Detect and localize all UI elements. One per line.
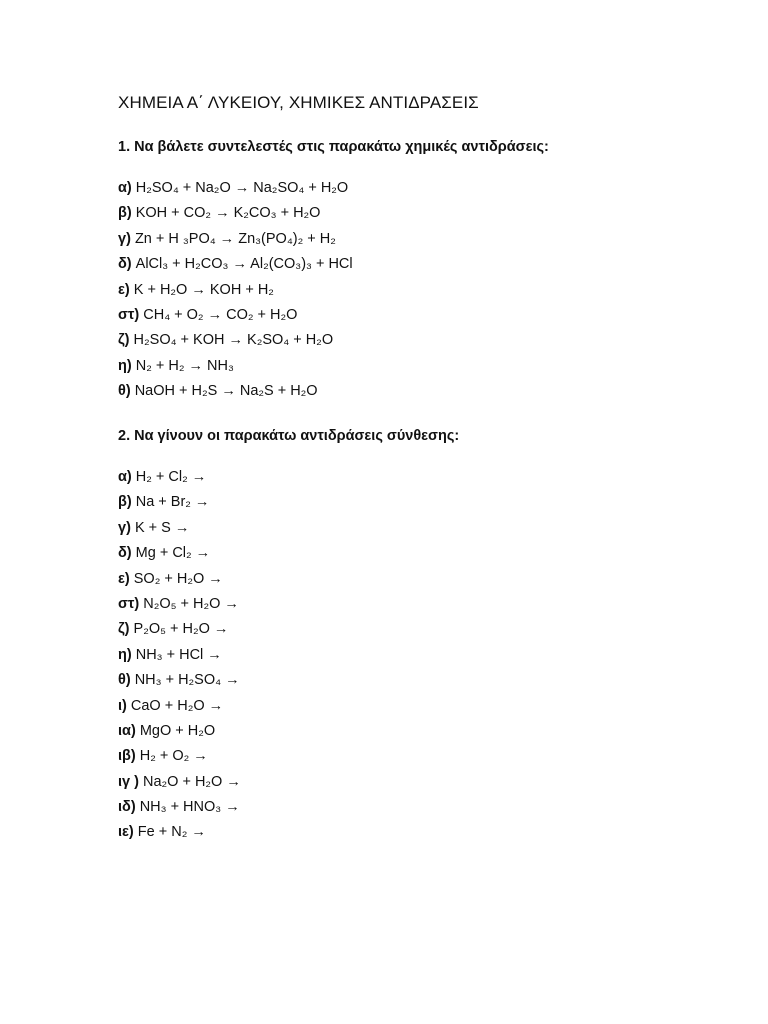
item-label: α) <box>118 180 132 196</box>
item-label: α) <box>118 469 132 485</box>
list-item <box>118 252 353 277</box>
chemical-equation: H₂SO₄ + Na₂O → Na₂SO₄ + H₂O <box>135 180 349 196</box>
item-label: ε) <box>118 570 130 587</box>
list-item <box>118 227 353 252</box>
section-2-list <box>118 465 241 846</box>
chemical-equation: N₂O₅ + H₂O → <box>143 595 239 612</box>
section-1-heading: 1. Να βάλετε συντελεστές στις παρακάτω χημικές αντιδράσεις: <box>118 139 549 155</box>
list-item <box>118 379 353 404</box>
chemical-equation: NH₃ + HNO₃ → <box>139 799 240 816</box>
item-label: ι) <box>118 697 127 714</box>
list-item <box>118 820 241 845</box>
item-label: ιβ) <box>118 748 136 765</box>
chemical-equation: NH₃ + HCl → <box>135 646 222 663</box>
list-item <box>118 617 241 642</box>
chemical-equation: SO₂ + H₂O → <box>133 570 223 587</box>
item-label: στ) <box>118 595 140 612</box>
chemical-equation: NH₃ + H₂SO₄ → <box>134 672 240 689</box>
chemical-equation: NaOH + H₂S → Na₂S + H₂O <box>134 383 318 400</box>
chemical-equation: CaO + H₂O → <box>130 697 224 714</box>
chemical-equation: Na + Br₂ → <box>135 494 210 511</box>
list-item <box>118 567 241 592</box>
list-item <box>118 592 241 617</box>
list-item <box>118 516 241 541</box>
item-label: δ) <box>118 256 132 273</box>
list-item <box>118 541 241 566</box>
list-item <box>118 770 241 795</box>
chemical-equation: CH₄ + O₂ → CO₂ + H₂O <box>143 306 298 323</box>
item-label: ιγ ) <box>118 773 139 790</box>
chemical-equation: Fe + N₂ → <box>137 824 206 841</box>
chemical-equation: K + S → <box>134 519 190 536</box>
chemical-equation: N₂ + H₂ → NH₃ <box>135 357 234 374</box>
list-item <box>118 668 241 693</box>
chemical-equation: Zn + H ₃PO₄ → Zn₃(PO₄)₂ + H₂ <box>134 230 336 247</box>
chemical-equation: Mg + Cl₂ → <box>135 545 211 562</box>
item-label: η) <box>118 357 132 374</box>
item-label: ζ) <box>118 621 130 638</box>
chemical-equation: H₂ + O₂ → <box>139 748 208 765</box>
item-label: γ) <box>118 230 131 247</box>
chemical-equation: MgO + H₂O <box>139 722 216 739</box>
chemical-equation: H₂SO₄ + KOH → K₂SO₄ + H₂O <box>133 332 334 349</box>
list-item <box>118 795 241 820</box>
chemical-equation: Na₂O + H₂O → <box>142 773 241 790</box>
chemical-equation: AlCl₃ + H₂CO₃ → Al₂(CO₃)₃ + HCl <box>135 256 353 273</box>
item-label: γ) <box>118 519 131 536</box>
list-item <box>118 490 241 515</box>
item-label: στ) <box>118 306 140 323</box>
list-item <box>118 694 241 719</box>
chemical-equation: P₂O₅ + H₂O → <box>133 621 229 638</box>
list-item <box>118 744 241 769</box>
chemical-equation: KOH + CO₂ → K₂CO₃ + H₂O <box>135 205 321 222</box>
chemical-equation: H₂ + Cl₂ → <box>135 469 207 485</box>
item-label: δ) <box>118 545 132 562</box>
chemical-equation: K + H₂O → KOH + H₂ <box>133 281 274 298</box>
list-item <box>118 719 241 744</box>
list-item <box>118 201 353 226</box>
list-item <box>118 176 353 201</box>
item-label: ια) <box>118 722 136 739</box>
list-item <box>118 465 241 490</box>
list-item <box>118 354 353 379</box>
item-label: ιε) <box>118 824 134 841</box>
item-label: η) <box>118 646 132 663</box>
item-label: ιδ) <box>118 799 136 816</box>
document-title: ΧΗΜΕΙΑ Α΄ ΛΥΚΕΙΟΥ, ΧΗΜΙΚΕΣ ΑΝΤΙΔΡΑΣΕΙΣ <box>118 93 479 112</box>
item-label: θ) <box>118 672 131 689</box>
list-item <box>118 643 241 668</box>
item-label: β) <box>118 205 132 222</box>
section-1-list <box>118 176 353 405</box>
section-2-heading: 2. Να γίνουν οι παρακάτω αντιδράσεις σύνθεσης: <box>118 428 460 444</box>
item-label: ε) <box>118 281 130 298</box>
list-item <box>118 328 353 353</box>
item-label: β) <box>118 494 132 511</box>
list-item <box>118 303 353 328</box>
item-label: θ) <box>118 383 131 400</box>
item-label: ζ) <box>118 332 130 349</box>
list-item <box>118 278 353 303</box>
